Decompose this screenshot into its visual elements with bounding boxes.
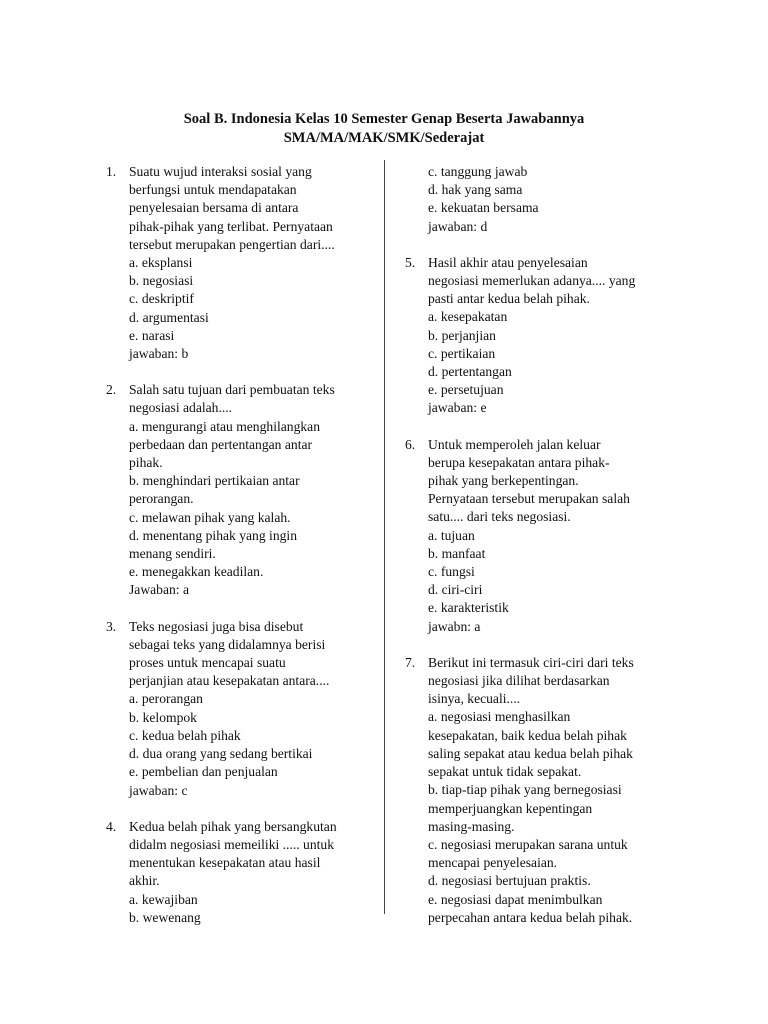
question-number: 6. bbox=[405, 436, 416, 452]
question-item bbox=[405, 436, 667, 636]
answer-option: b. negosiasi bbox=[129, 273, 194, 289]
question-text-line: perjanjian atau kesepakatan antara.... bbox=[129, 673, 330, 689]
answer-option: c. fungsi bbox=[428, 564, 475, 580]
question-text-line: negosiasi jika dilihat berdasarkan bbox=[428, 673, 610, 689]
answer-option: perpecahan antara kedua belah pihak. bbox=[428, 909, 633, 925]
answer-option: saling sepakat atau kedua belah pihak bbox=[428, 745, 633, 761]
question-text-line: isinya, kecuali.... bbox=[428, 691, 521, 707]
answer-option: d. pertentangan bbox=[428, 364, 512, 380]
answer-option: a. mengurangi atau menghilangkan bbox=[129, 418, 321, 434]
answer-option: e. karakteristik bbox=[428, 600, 509, 616]
answer-option: perbedaan dan pertentangan antar bbox=[129, 436, 313, 452]
answer-option: pihak. bbox=[129, 455, 163, 471]
question-text-line: Untuk memperoleh jalan keluar bbox=[428, 436, 601, 452]
answer-key: jawaban: b bbox=[129, 346, 189, 362]
answer-key: jawabn: a bbox=[428, 618, 481, 634]
answer-option: a. negosiasi menghasilkan bbox=[428, 709, 571, 725]
question-number: 7. bbox=[405, 654, 416, 670]
question-text-line: pihak yang berkepentingan. bbox=[428, 473, 579, 489]
question-text-line: menentukan kesepakatan atau hasil bbox=[129, 855, 321, 871]
left-column bbox=[106, 163, 368, 945]
question-4-continued bbox=[405, 163, 667, 236]
document-title bbox=[0, 110, 768, 148]
question-text-line: tersebut merupakan pengertian dari.... bbox=[129, 236, 335, 252]
question-number: 4. bbox=[106, 818, 117, 834]
answer-option: c. negosiasi merupakan sarana untuk bbox=[428, 836, 628, 852]
answer-option: menang sendiri. bbox=[129, 546, 216, 562]
answer-key: Jawaban: a bbox=[129, 582, 190, 598]
answer-option: a. perorangan bbox=[129, 691, 203, 707]
question-text-line: didalm negosiasi memeiliki ..... untuk bbox=[129, 836, 335, 852]
question-item bbox=[405, 254, 667, 418]
answer-option: masing-masing. bbox=[428, 818, 515, 834]
answer-option: d. dua orang yang sedang bertikai bbox=[129, 746, 313, 762]
answer-option: d. menentang pihak yang ingin bbox=[129, 527, 297, 543]
answer-option: b. tiap-tiap pihak yang bernegosiasi bbox=[428, 782, 622, 798]
question-text-line: Suatu wujud interaksi sosial yang bbox=[129, 164, 312, 179]
answer-key: jawaban: c bbox=[129, 782, 188, 798]
question-number: 2. bbox=[106, 382, 117, 398]
question-text-line: pihak-pihak yang terlibat. Pernyataan bbox=[129, 218, 333, 234]
answer-option: d. hak yang sama bbox=[428, 182, 523, 198]
question-text-line: Salah satu tujuan dari pembuatan teks bbox=[129, 382, 335, 398]
question-text-line: akhir. bbox=[129, 873, 160, 889]
question-item bbox=[106, 381, 368, 599]
question-text-line: sebagai teks yang didalamnya berisi bbox=[129, 636, 326, 652]
answer-option: b. menghindari pertikaian antar bbox=[129, 473, 300, 489]
answer-option: mencapai penyelesaian. bbox=[428, 855, 558, 871]
answer-option: e. narasi bbox=[129, 327, 175, 343]
answer-option: memperjuangkan kepentingan bbox=[428, 800, 593, 816]
column-divider bbox=[384, 160, 385, 914]
answer-option: e. negosiasi dapat menimbulkan bbox=[428, 891, 603, 907]
question-text-line: pasti antar kedua belah pihak. bbox=[428, 291, 590, 307]
title-line-1: Soal B. Indonesia Kelas 10 Semester Genap Beserta Jawabannya bbox=[183, 111, 585, 127]
answer-option: c. deskriptif bbox=[129, 291, 194, 307]
question-text-line: Berikut ini termasuk ciri-ciri dari teks bbox=[428, 654, 634, 670]
question-text-line: Teks negosiasi juga bisa disebut bbox=[129, 618, 304, 634]
answer-option: b. manfaat bbox=[428, 545, 486, 561]
question-number: 3. bbox=[106, 618, 117, 634]
answer-option: e. persetujuan bbox=[428, 382, 504, 398]
question-text-line: Pernyataan tersebut merupakan salah bbox=[428, 491, 630, 507]
question-text-line: Hasil akhir atau penyelesaian bbox=[428, 254, 588, 270]
question-text-line: proses untuk mencapai suatu bbox=[129, 655, 286, 671]
answer-option: perorangan. bbox=[129, 491, 194, 507]
question-number: 1. bbox=[106, 164, 117, 179]
question-text-line: negosiasi adalah.... bbox=[129, 400, 233, 416]
question-item bbox=[405, 654, 667, 927]
answer-option: a. eksplansi bbox=[129, 255, 193, 271]
answer-option: c. pertikaian bbox=[428, 345, 496, 361]
question-number: 5. bbox=[405, 254, 416, 270]
question-item bbox=[106, 163, 368, 363]
answer-option: d. argumentasi bbox=[129, 309, 209, 325]
answer-option: d. negosiasi bertujuan praktis. bbox=[428, 873, 591, 889]
answer-option: c. melawan pihak yang kalah. bbox=[129, 509, 291, 525]
question-item bbox=[106, 818, 368, 927]
question-text-line: berupa kesepakatan antara pihak- bbox=[428, 454, 610, 470]
answer-key: jawaban: e bbox=[428, 400, 487, 416]
question-text-line: penyelesaian bersama di antara bbox=[129, 200, 299, 216]
question-text-line: negosiasi memerlukan adanya.... yang bbox=[428, 273, 636, 289]
answer-option: b. kelompok bbox=[129, 709, 197, 725]
answer-option: d. ciri-ciri bbox=[428, 582, 483, 598]
answer-option: a. tujuan bbox=[428, 527, 475, 543]
answer-option: b. perjanjian bbox=[428, 327, 496, 343]
right-column bbox=[405, 163, 667, 945]
answer-option: c. tanggung jawab bbox=[428, 164, 528, 179]
answer-option: b. wewenang bbox=[129, 909, 201, 925]
answer-option: sepakat untuk tidak sepakat. bbox=[428, 764, 582, 780]
answer-option: e. kekuatan bersama bbox=[428, 200, 539, 216]
question-text-line: Kedua belah pihak yang bersangkutan bbox=[129, 818, 337, 834]
question-item bbox=[106, 618, 368, 800]
answer-option: a. kesepakatan bbox=[428, 309, 508, 325]
answer-option: a. kewajiban bbox=[129, 891, 198, 907]
answer-key: jawaban: d bbox=[428, 218, 488, 234]
answer-option: e. pembelian dan penjualan bbox=[129, 764, 278, 780]
title-line-2: SMA/MA/MAK/SMK/Sederajat bbox=[283, 130, 485, 146]
question-text-line: satu.... dari teks negosiasi. bbox=[428, 509, 571, 525]
answer-option: c. kedua belah pihak bbox=[129, 727, 241, 743]
answer-option: kesepakatan, baik kedua belah pihak bbox=[428, 727, 627, 743]
question-text-line: berfungsi untuk mendapatakan bbox=[129, 182, 297, 198]
answer-option: e. menegakkan keadilan. bbox=[129, 564, 264, 580]
